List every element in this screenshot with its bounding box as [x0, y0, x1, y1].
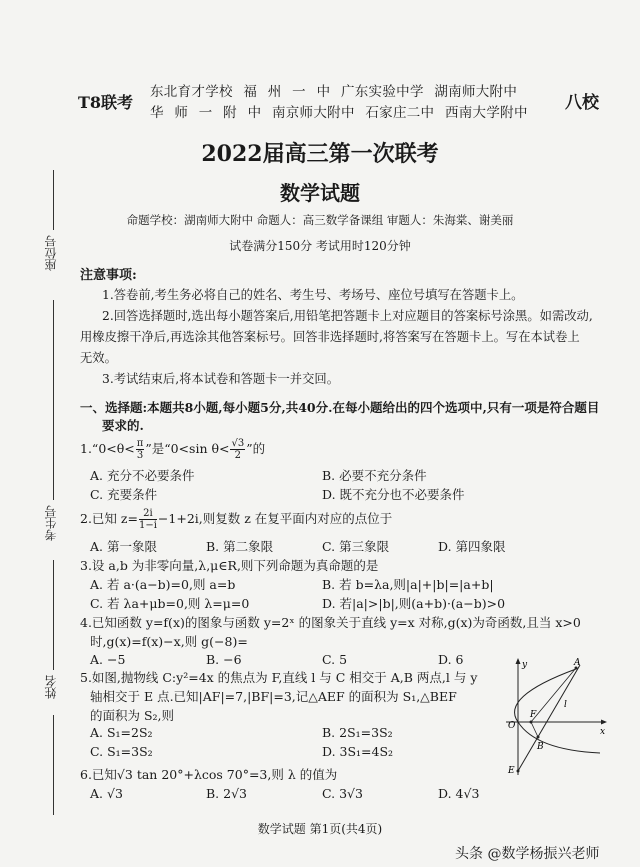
binding-line-mid2	[53, 560, 54, 670]
figure-segment-af	[531, 668, 576, 722]
exam-number-label: 考生号	[44, 505, 58, 541]
figure-label-b: B	[537, 742, 544, 752]
q2-option-b: B. 第二象限	[206, 539, 274, 554]
figure-point-e	[517, 770, 520, 773]
q2-option-d: D. 第四象限	[438, 539, 506, 554]
q1-stem-c: ”的	[246, 441, 266, 456]
question-5-line-1: 5.如图,抛物线 C:y²=4x 的焦点为 F,直线 l 与 C 相交于 A,B 两点,l 与 y	[80, 670, 478, 685]
question-4-line-1: 4.已知函数 y=f(x)的图象与函数 y=2ˣ 的图象关于直线 y=x 对称,g(x)为奇函数,且当 x>0	[80, 615, 581, 630]
q1-fraction-2	[230, 438, 245, 461]
figure-parabola	[515, 669, 600, 753]
question-1-stem	[80, 438, 265, 461]
figure-point-b	[537, 736, 540, 739]
q4-option-c: C. 5	[322, 652, 348, 667]
q4-option-a: A. −5	[90, 652, 126, 667]
exam-group-label: T8联考	[78, 93, 134, 112]
notice-item-2: 2.回答选择题时,选出每小题答案后,用铅笔把答题卡上对应题目的答案标号涂黑。如需改动,	[102, 309, 593, 323]
question-3-stem: 3.设 a,b 为非零向量,λ,μ∈R,则下列命题为真命题的是	[80, 558, 379, 573]
q1-fraction-1	[136, 438, 145, 461]
notice-item-3: 3.考试结束后,将本试卷和答题卡一并交回。	[102, 372, 339, 386]
q6-option-c: C. 3√3	[322, 786, 363, 801]
q4-option-b: B. −6	[206, 652, 242, 667]
q1-frac2-den: 2	[234, 450, 242, 461]
seat-number-label: 座位号	[44, 235, 58, 271]
q1-stem-a: 1.“0<θ<	[80, 441, 135, 456]
exam-subtitle: 数学试题	[280, 181, 360, 205]
schools-row-2: 华 师 一 附 中 南京师大附中 石家庄二中 西南大学附中	[150, 105, 528, 121]
figure-label-x: x	[600, 727, 606, 737]
binding-line-mid1	[53, 300, 54, 500]
q1-option-b: B. 必要不充分条件	[322, 468, 427, 483]
q2-fraction	[139, 508, 157, 531]
q1-option-d: D. 既不充分也不必要条件	[322, 487, 465, 502]
figure-label-f: F	[530, 710, 537, 720]
q2-frac-den: 1−i	[138, 520, 157, 531]
q2-option-a: A. 第一象限	[90, 539, 157, 554]
q5-option-c: C. S₁=3S₂	[90, 744, 153, 759]
figure-point-f	[530, 721, 533, 724]
q4-option-d: D. 6	[438, 652, 464, 667]
figure-label-e: E	[508, 766, 515, 776]
watermark-text: 头条 @数学杨振兴老师	[455, 846, 600, 862]
question-2-stem	[80, 508, 392, 531]
q3-option-a: A. 若 a·(a−b)=0,则 a=b	[90, 577, 236, 592]
notice-heading: 注意事项:	[80, 268, 137, 283]
exam-info: 试卷满分150分 考试用时120分钟	[229, 239, 411, 253]
q1-frac2-num: √3	[231, 438, 245, 449]
figure-x-arrow	[601, 720, 607, 725]
q2-stem-a: 2.已知 z=	[80, 511, 138, 526]
question-4-line-2: 时,g(x)=f(x)−x,则 g(−8)=	[90, 634, 248, 649]
exam-title: 2022届高三第一次联考	[201, 141, 439, 167]
q1-frac1-num: π	[136, 438, 144, 449]
eight-schools-label: 八校	[565, 93, 599, 113]
question-6-stem: 6.已知√3 tan 20°+λcos 70°=3,则 λ 的值为	[80, 767, 338, 782]
figure-segment-bf	[531, 722, 538, 737]
q2-frac-num: 2i	[139, 508, 157, 520]
figure-label-a: A	[574, 658, 581, 668]
q1-option-a: A. 充分不必要条件	[90, 468, 195, 483]
q5-option-a: A. S₁=2S₂	[90, 725, 153, 740]
q6-option-b: B. 2√3	[206, 786, 248, 801]
q5-option-b: B. 2S₁=3S₂	[322, 725, 393, 740]
binding-line-bottom	[53, 715, 54, 815]
notice-item-2-cont: 用橡皮擦干净后,再选涂其他答案标号。回答非选择题时,将答案写在答题卡上。写在本试卷上	[80, 330, 580, 344]
figure-label-y: y	[522, 660, 528, 670]
q6-option-d: D. 4√3	[438, 786, 480, 801]
q6-option-a: A. √3	[90, 786, 123, 801]
q1-frac1-den: 3	[136, 450, 144, 461]
q3-option-b: B. 若 b=λa,则|a|+|b|=|a+b|	[322, 577, 494, 592]
figure-y-arrow	[516, 658, 521, 664]
section-1-heading: 一、选择题:本题共8小题,每小题5分,共40分.在每小题给出的四个选项中,只有一项是符合题目	[80, 400, 600, 415]
q5-option-d: D. 3S₁=4S₂	[322, 744, 394, 759]
q1-stem-b: ”是“0<sin θ<	[145, 441, 230, 456]
page-footer: 数学试题 第1页(共4页)	[257, 822, 383, 836]
name-label: 姓名	[44, 675, 58, 699]
figure-line-l	[518, 665, 580, 771]
notice-item-1: 1.答卷前,考生务必将自己的姓名、考生号、考场号、座位号填写在答题卡上。	[102, 288, 524, 302]
q2-option-c: C. 第三象限	[322, 539, 390, 554]
question-5-line-3: 的面积为 S₂,则	[90, 708, 175, 723]
figure-label-l: l	[564, 700, 567, 710]
q2-stem-b: −1+2i,则复数 z 在复平面内对应的点位于	[157, 511, 393, 526]
section-1-heading-cont: 要求的.	[102, 418, 144, 433]
question-5-line-2: 轴相交于 E 点.已知|AF|=7,|BF|=3,记△AEF 的面积为 S₁,△BEF	[90, 689, 457, 704]
notice-item-2-end: 无效。	[80, 351, 117, 365]
parabola-figure	[500, 655, 610, 780]
exam-meta: 命题学校：湖南师大附中 命题人：高三数学备课组 审题人：朱海棠、谢美丽	[126, 213, 514, 227]
q1-option-c: C. 充要条件	[90, 487, 158, 502]
q3-option-c: C. 若 λa+μb=0,则 λ=μ=0	[90, 596, 250, 611]
q3-option-d: D. 若|a|>|b|,则(a+b)·(a−b)>0	[322, 596, 506, 611]
figure-label-o: O	[508, 721, 516, 731]
schools-row-1: 东北育才学校 福 州 一 中 广东实验中学 湖南师大附中	[150, 84, 518, 100]
